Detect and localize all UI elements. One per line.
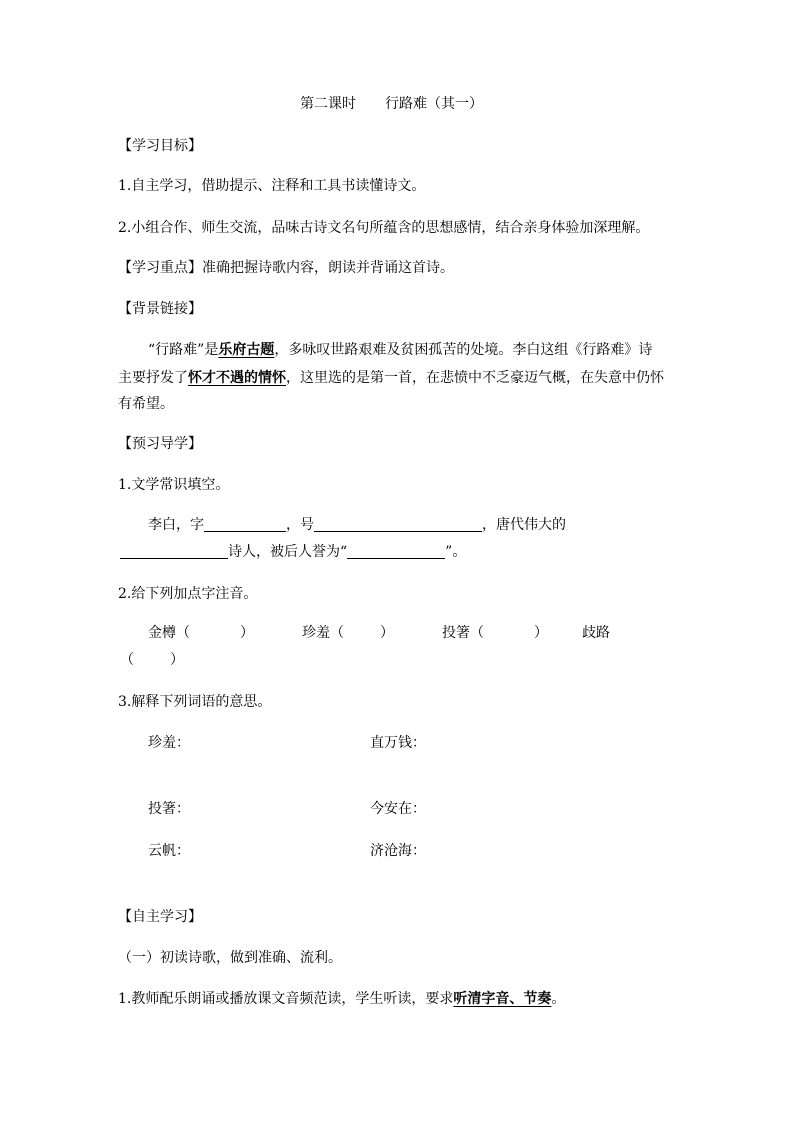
objectives-heading: 【学习目标】	[118, 138, 202, 154]
fill-in-blank	[347, 544, 445, 559]
fill-in-text: ”。	[445, 544, 467, 560]
pinyin-word: 珍羞	[302, 625, 330, 641]
close-paren: ）	[170, 652, 184, 668]
pinyin-word: 金樽	[148, 625, 176, 641]
self-study-text: 。	[551, 991, 566, 1007]
pinyin-item	[302, 623, 394, 643]
emphasized-term: 听清字音、节奏	[453, 991, 552, 1007]
close-paren: ）	[380, 625, 394, 641]
pinyin-blank	[344, 636, 380, 637]
lesson-number: 第二课时	[300, 96, 356, 112]
background-text: ，多咏叹世路艰难及贫困孤苦的处境。李白这组《行路难》诗	[274, 342, 653, 358]
pinyin-blank	[484, 636, 534, 637]
pinyin-word: 歧路	[582, 625, 610, 641]
open-paren: （	[120, 652, 134, 668]
key-points	[118, 258, 454, 278]
background-text: 主要抒发了	[118, 370, 188, 386]
fill-in-line	[120, 542, 466, 562]
fill-in-blank	[314, 517, 482, 532]
question-2-prompt: 2.给下列加点字注音。	[118, 586, 258, 602]
vocabulary-term: 云帆：	[148, 843, 190, 859]
self-study-heading: 【自主学习】	[118, 909, 202, 925]
pinyin-blank	[190, 636, 240, 637]
fill-in-line	[148, 515, 566, 535]
close-paren: ）	[240, 625, 254, 641]
pinyin-word: 投箸	[442, 625, 470, 641]
background-line	[148, 340, 652, 360]
open-paren: （	[330, 625, 344, 641]
background-line	[118, 368, 664, 388]
fill-in-text: ，唐代伟大的	[482, 517, 566, 533]
lesson-title	[300, 94, 483, 114]
pinyin-item	[148, 623, 254, 643]
vocabulary-term: 济沧海：	[370, 843, 426, 859]
vocabulary-term: 投箸：	[148, 801, 190, 817]
background-line: 有希望。	[118, 396, 174, 412]
fill-in-text: ，号	[286, 517, 314, 533]
preview-heading: 【预习导学】	[118, 436, 202, 452]
emphasized-term: 乐府古题	[218, 342, 275, 358]
pinyin-item	[442, 623, 548, 643]
self-study-item	[118, 989, 565, 1009]
fill-in-blank	[120, 544, 228, 559]
emphasized-term: 怀才不遇的情怀	[188, 370, 286, 386]
key-points-text: 准确把握诗歌内容，朗读并背诵这首诗。	[202, 260, 454, 276]
background-text: “行路难”是	[148, 342, 219, 358]
fill-in-blank	[204, 517, 286, 532]
vocabulary-term: 今安在：	[370, 801, 426, 817]
background-text: ，这里选的是第一首，在悲愤中不乏豪迈气概，在失意中仍怀	[286, 370, 664, 386]
fill-in-text: 诗人，被后人誉为“	[228, 544, 348, 560]
objective-item: 1.自主学习，借助提示、注释和工具书读懂诗文。	[118, 178, 426, 194]
self-study-text: 1.教师配乐朗诵或播放课文音频范读，学生听读，要求	[118, 991, 454, 1007]
vocabulary-term: 直万钱：	[370, 735, 426, 751]
close-paren: ）	[534, 625, 548, 641]
background-heading: 【背景链接】	[118, 301, 202, 317]
objective-item: 2.小组合作、师生交流，品味古诗文名句所蕴含的思想感情，结合亲身体验加深理解。	[118, 220, 650, 236]
question-1-prompt: 1.文学常识填空。	[118, 477, 230, 493]
open-paren: （	[176, 625, 190, 641]
pinyin-blank	[134, 663, 170, 664]
fill-in-text: 李白，字	[148, 517, 204, 533]
pinyin-item	[582, 623, 610, 643]
question-3-prompt: 3.解释下列词语的意思。	[118, 694, 272, 710]
self-study-step: （一）初读诗歌，做到准确、流利。	[118, 950, 342, 966]
open-paren: （	[470, 625, 484, 641]
pinyin-item-continued	[120, 650, 184, 670]
poem-title: 行路难（其一）	[385, 96, 483, 112]
key-points-heading: 【学习重点】	[118, 260, 202, 276]
vocabulary-term: 珍羞：	[148, 735, 190, 751]
